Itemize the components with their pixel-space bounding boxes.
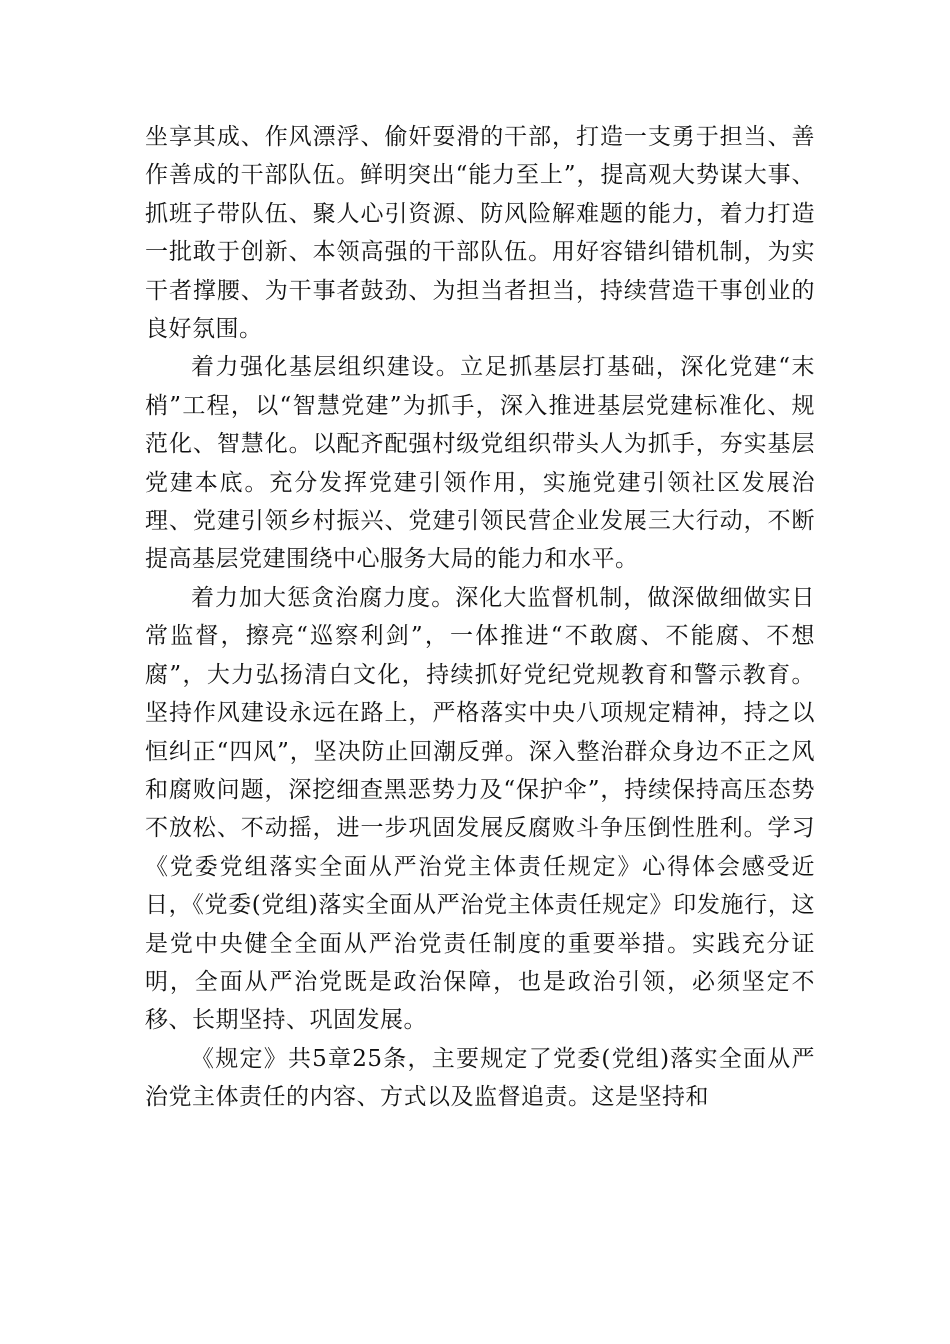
document-body: [145, 118, 815, 1117]
paragraph-regulation-summary: 《规定》共5章25条，主要规定了党委(党组)落实全面从严治党主体责任的内容、方式以及监督追责。这是坚持和: [145, 1045, 815, 1111]
paragraph-anti-corruption: 着力加大惩贪治腐力度。深化大监督机制，做深做细做实日常监督，擦亮“巡察利剑”，一体推进“不敢腐、不能腐、不想腐”，大力弘扬清白文化，持续抓好党纪党规教育和警示教育。坚持作风建设永远在路上，严格落实中央八项规定精神，持之以恒纠正“四风”，坚决防止回潮反弹。深入整治群众身边不正之风和腐败问题，深挖细查黑恶势力及“保护伞”，持续保持高压态势不放松、不动摇，进一步巩固发展反腐败斗争压倒性胜利。学习《党委党组落实全面从严治党主体责任规定》心得体会感受近日，《党委(党组)落实全面从严治党主体责任规定》印发施行，这是党中央健全全面从严治党责任制度的重要举措。实践充分证明，全面从严治党既是政治保障，也是政治引领，必须坚定不移、长期坚持、巩固发展。: [145, 584, 815, 1034]
paragraph-cadre-team: 坐享其成、作风漂浮、偷奸耍滑的干部，打造一支勇于担当、善作善成的干部队伍。鲜明突出“能力至上”，提高观大势谋大事、抓班子带队伍、聚人心引资源、防风险解难题的能力，着力打造一批敢于创新、本领高强的干部队伍。用好容错纠错机制，为实干者撑腰、为干事者鼓劲、为担当者担当，持续营造干事创业的良好氛围。: [145, 124, 815, 343]
paragraph-grassroots-organization: 着力强化基层组织建设。立足抓基层打基础，深化党建“末梢”工程，以“智慧党建”为抓手，深入推进基层党建标准化、规范化、智慧化。以配齐配强村级党组织带头人为抓手，夯实基层党建本底。充分发挥党建引领作用，实施党建引领社区发展治理、党建引领乡村振兴、党建引领民营企业发展三大行动，不断提高基层党建围绕中心服务大局的能力和水平。: [145, 354, 815, 573]
